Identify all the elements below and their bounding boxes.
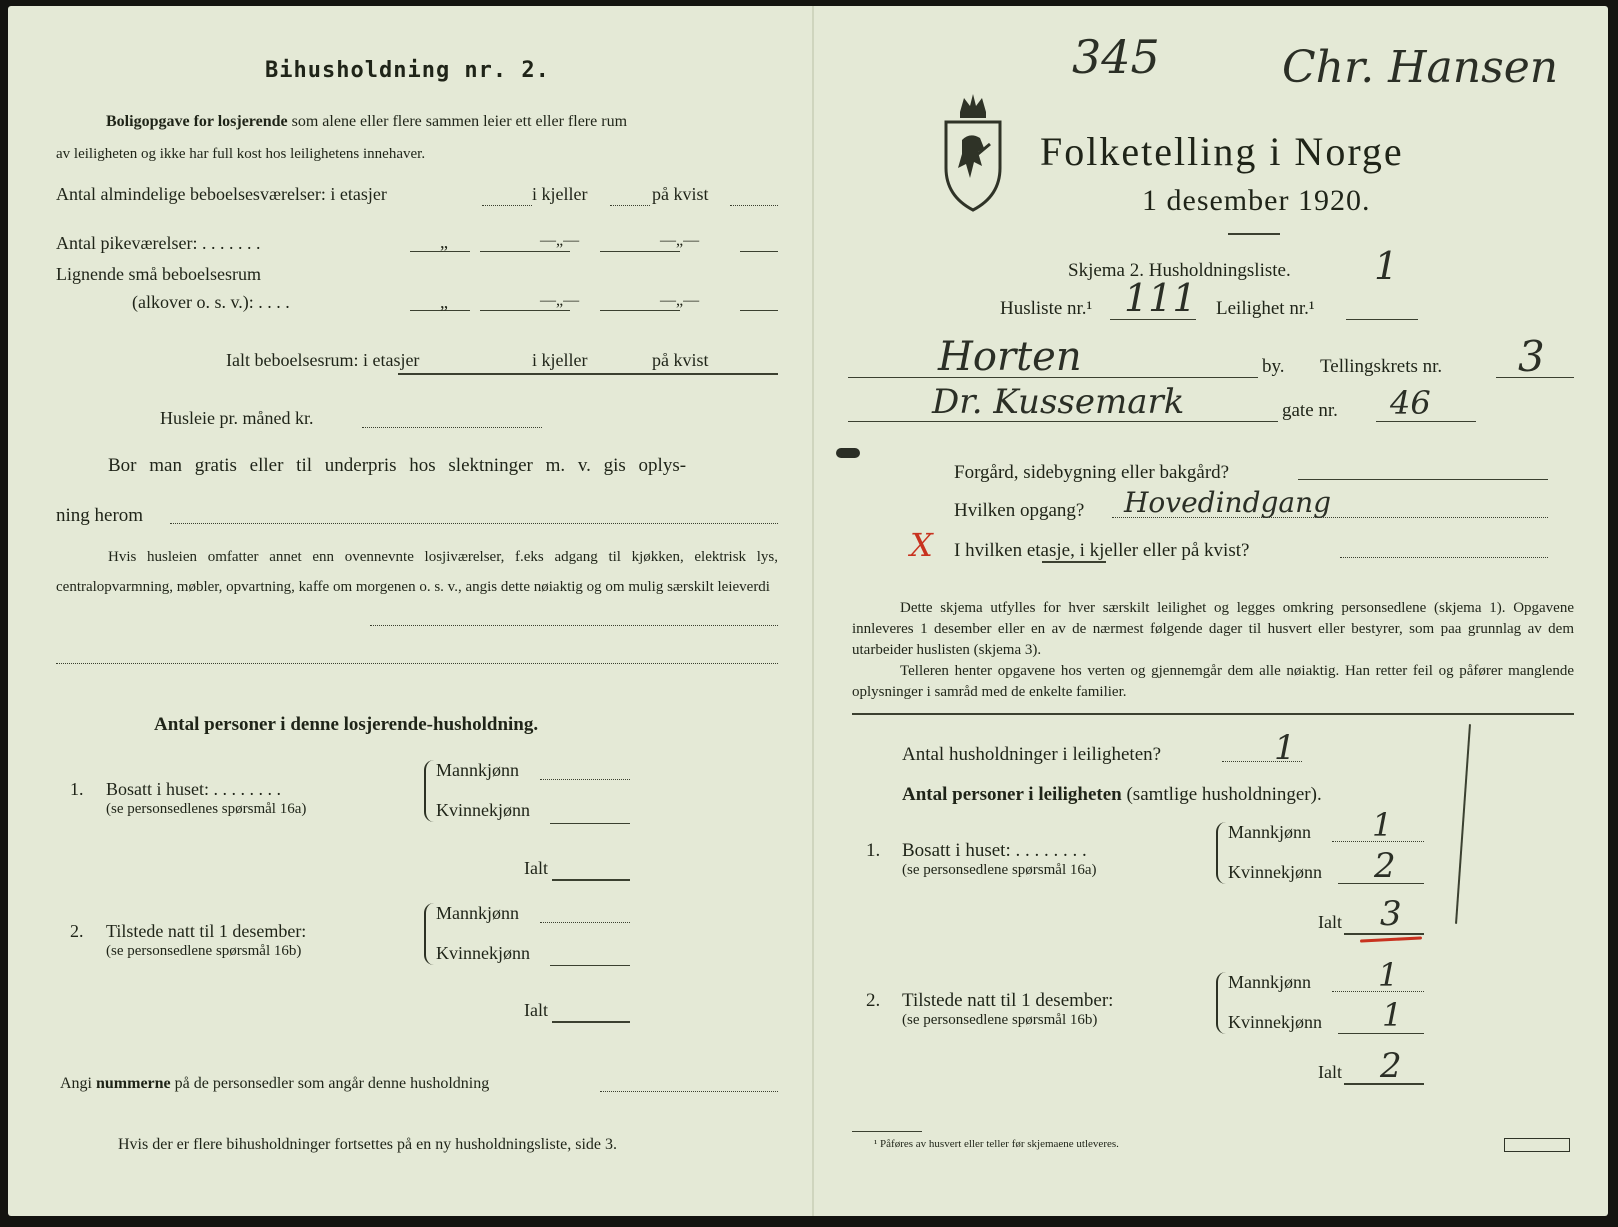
gratis-line2: ning herom	[56, 505, 144, 526]
pike-ditto-3: —„—	[660, 232, 700, 249]
left-q2-sub: (se personsedlene spørsmål 16b)	[106, 943, 302, 959]
left-q1-brace	[424, 760, 436, 822]
husleie-field	[362, 426, 542, 428]
hw-opgang: Hovedindgang	[1124, 486, 1332, 519]
instructions-1: Dette skjema utfylles for hver særskilt leilighet og legges omkring personsedlene (skjema 1). Opgavene innleveres 1 desember eller en av de nærmest følgende dager til husvert eller bestyrer, som paa grunnlag av dem utarbeider huslisten (skjema 3).	[852, 600, 1574, 658]
forgaard-field	[1298, 478, 1548, 480]
left-q2-mann-field	[540, 921, 630, 923]
left-q1-ialt-field	[552, 878, 630, 881]
leilighet-field	[1346, 318, 1418, 320]
intro-line2: av leiligheten og ikke har full kost hos leilighetens innehaver.	[56, 146, 426, 162]
footnote: ¹ Påføres av husvert eller teller før skjemaene utleveres.	[874, 1138, 1119, 1150]
left-q1-num: 1.	[70, 779, 84, 799]
left-title: Bihusholdning nr. 2.	[265, 58, 550, 83]
by-label: by.	[1262, 356, 1285, 377]
instructions-2: Telleren henter opgavene hos verten og gjennemgår dem alle nøiaktig. Han retter feil og påfører manglende oplysninger i samråd med de enkelte familier.	[852, 663, 1574, 700]
form-title: Folketelling i Norge	[1040, 129, 1404, 174]
angi-pre: Angi	[60, 1075, 92, 1092]
opgang-label: Hvilken opgang?	[954, 500, 1085, 521]
left-q2-label: Tilstede natt til 1 desember:	[106, 921, 307, 941]
left-q1-ialt: Ialt	[524, 858, 548, 878]
footnote-rule	[852, 1130, 922, 1132]
rooms-kvist-field	[730, 204, 778, 206]
lignende-ditto-3: —„—	[660, 292, 700, 309]
left-q1-sub: (se personsedlenes spørsmål 16a)	[106, 801, 307, 817]
pike-ditto: „	[440, 232, 448, 252]
hw-q1-kvinne: 2	[1374, 846, 1396, 886]
norway-coat-of-arms-icon	[940, 88, 1006, 214]
intro-rest: som alene eller flere sammen leier ett eller flere rum	[291, 113, 628, 130]
ialt-rooms-label: Ialt beboelsesrum: i etasjer	[226, 350, 420, 370]
lignende-line2: (alkover o. s. v.): . . . .	[132, 292, 290, 312]
intro-bold: Boligopgave for losjerende	[106, 113, 288, 130]
etasje-field	[1340, 556, 1548, 558]
left-q2-ialt: Ialt	[524, 1000, 548, 1020]
form-date: 1 desember 1920.	[1142, 184, 1371, 217]
right-q2-num: 2.	[866, 990, 881, 1011]
right-q1-ialt: Ialt	[1318, 912, 1342, 932]
left-q2-kvinne: Kvinnekjønn	[436, 943, 530, 963]
gratis-field	[170, 522, 778, 524]
right-q1-brace	[1216, 822, 1228, 884]
gate-label: gate nr.	[1282, 400, 1338, 421]
left-q1-kvinne: Kvinnekjønn	[436, 800, 530, 820]
right-q2-kvinne-field	[1338, 1032, 1424, 1034]
hw-skjema: 1	[1374, 244, 1399, 288]
angi-rest: på de personsedler som angår denne husholdning	[174, 1075, 490, 1092]
antal-pers-bold: Antal personer i leiligheten	[902, 784, 1122, 805]
pike-field-3	[600, 250, 680, 252]
hw-gate-nr: 46	[1390, 384, 1431, 422]
angi-field	[600, 1090, 778, 1092]
lignende-line1: Lignende små beboelsesrum	[56, 264, 261, 284]
etasje-label: I hvilken etasje, i kjeller eller på kvist?	[954, 540, 1250, 561]
hw-top-name: Chr. Hansen	[1282, 42, 1559, 93]
left-q1-label: Bosatt i huset: . . . . . . . .	[106, 779, 281, 799]
rooms-etasjer-field	[482, 204, 532, 206]
page-fold	[812, 6, 814, 1216]
right-q2-brace	[1216, 972, 1228, 1034]
hw-top-number: 345	[1072, 30, 1160, 84]
right-q1-label: Bosatt i huset: . . . . . . . .	[902, 840, 1087, 861]
pike-field-2	[480, 250, 570, 252]
husleie-label: Husleie pr. måned kr.	[160, 408, 314, 428]
hvis-field-2	[56, 662, 778, 664]
rooms-kvist: på kvist	[652, 184, 709, 204]
lignende-ditto-2: —„—	[540, 292, 580, 309]
ink-blot	[836, 448, 860, 458]
pike-label: Antal pikeværelser: . . . . . . .	[56, 233, 261, 253]
right-q1-kvinne: Kvinnekjønn	[1228, 862, 1322, 882]
hw-gate: Dr. Kussemark	[932, 382, 1185, 422]
hw-antal-hush: 1	[1274, 728, 1296, 768]
tellingskrets-label: Tellingskrets nr.	[1320, 356, 1443, 377]
hw-q2-ialt: 2	[1380, 1046, 1402, 1086]
hvis-field	[370, 624, 778, 626]
pike-ditto-2: —„—	[540, 232, 580, 249]
rooms-label: Antal almindelige beboelsesværelser: i etasjer	[56, 184, 387, 204]
rooms-kjeller: i kjeller	[532, 184, 588, 204]
antal-hush-label: Antal husholdninger i leiligheten?	[902, 744, 1162, 765]
skjema-label: Skjema 2. Husholdningsliste.	[1068, 260, 1291, 281]
left-q1-mann: Mannkjønn	[436, 760, 519, 780]
right-q2-ialt: Ialt	[1318, 1062, 1342, 1082]
hw-husliste: 111	[1124, 276, 1197, 320]
hw-q2-mann: 1	[1378, 956, 1399, 994]
leilighet-label: Leilighet nr.¹	[1216, 298, 1315, 319]
forgaard-label: Forgård, sidebygning eller bakgård?	[954, 462, 1230, 483]
left-q1-kvinne-field	[550, 822, 630, 824]
left-q2-mann: Mannkjønn	[436, 903, 519, 923]
rooms-kjeller-field	[610, 204, 650, 206]
left-q2-kvinne-field	[550, 964, 630, 966]
hw-q1-mann: 1	[1372, 806, 1393, 844]
hw-q2-kvinne: 1	[1382, 996, 1403, 1034]
right-q1-mann: Mannkjønn	[1228, 822, 1311, 842]
left-q1-mann-field	[540, 778, 630, 780]
hw-by: Horten	[938, 334, 1082, 380]
antal-heading: Antal personer i denne losjerende-husholdning.	[154, 714, 539, 735]
gratis-line1: Bor man gratis eller til underpris hos slektninger m. v. gis oplys-	[108, 455, 687, 476]
left-q2-ialt-field	[552, 1020, 630, 1023]
left-footer: Hvis der er flere bihusholdninger fortsettes på en ny husholdningsliste, side 3.	[118, 1136, 618, 1153]
angi-bold: nummerne	[96, 1075, 171, 1092]
ialt-rooms-kvist: på kvist	[652, 350, 709, 370]
right-q2-label: Tilstede natt til 1 desember:	[902, 990, 1114, 1011]
antal-pers-rest: (samtlige husholdninger).	[1126, 784, 1322, 805]
hw-q1-ialt: 3	[1380, 894, 1402, 934]
ialt-rooms-rule	[398, 372, 778, 375]
right-q1-sub: (se personsedlene spørsmål 16a)	[902, 862, 1097, 878]
title-rule	[1228, 232, 1280, 235]
right-q2-mann: Mannkjønn	[1228, 972, 1311, 992]
section-rule	[852, 712, 1574, 715]
husliste-label: Husliste nr.¹	[1000, 298, 1093, 319]
right-q2-kvinne: Kvinnekjønn	[1228, 1012, 1322, 1032]
left-q2-num: 2.	[70, 921, 84, 941]
right-q2-sub: (se personsedlene spørsmål 16b)	[902, 1012, 1098, 1028]
pike-field-4	[740, 250, 778, 252]
hw-mark: X	[910, 526, 933, 564]
lignende-ditto: „	[440, 292, 448, 312]
lignende-field-4	[740, 309, 778, 311]
etasje-underline	[1042, 560, 1106, 563]
ialt-rooms-kjeller: i kjeller	[532, 350, 588, 370]
hw-krets: 3	[1518, 332, 1545, 381]
left-q2-brace	[424, 903, 436, 965]
right-q1-num: 1.	[866, 840, 881, 861]
printer-stamp	[1504, 1138, 1570, 1152]
hvis-paragraph: Hvis husleien omfatter annet enn ovennevnte losjiværelser, f.eks adgang til kjøkken, elektrisk lys, centralopvarmning, møbler, opvartning, kaffe om morgenen o. s. v., angis dette nøiaktig og om mulig særskilt leieverdi	[56, 549, 778, 595]
